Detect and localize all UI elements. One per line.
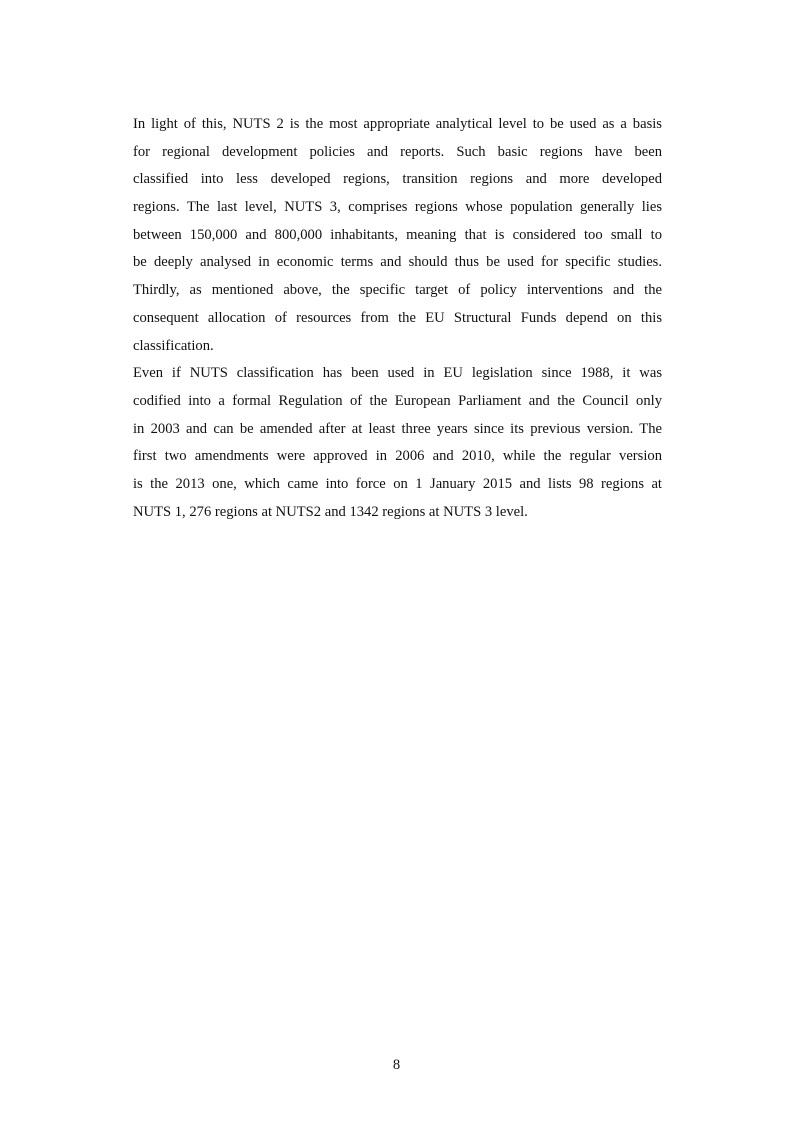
text-line: consequent allocation of resources from the EU Structural Funds depend on this: [133, 309, 662, 326]
text-line: between 150,000 and 800,000 inhabitants, meaning that is considered too small to: [133, 226, 662, 243]
text-line: Thirdly, as mentioned above, the specific target of policy interventions and the: [133, 282, 662, 299]
text-line: be deeply analysed in economic terms and should thus be used for specific studies.: [133, 254, 662, 271]
text-line: NUTS 1, 276 regions at NUTS2 and 1342 regions at NUTS 3 level.: [133, 503, 528, 520]
text-line: in 2003 and can be amended after at least three years since its previous version. The: [133, 420, 662, 437]
text-line: In light of this, NUTS 2 is the most appropriate analytical level to be used as a basis: [133, 116, 662, 132]
text-line: classification.: [133, 337, 214, 354]
text-line: codified into a formal Regulation of the European Parliament and the Council only: [133, 392, 662, 409]
text-line: for regional development policies and reports. Such basic regions have been: [133, 143, 662, 160]
paragraph-nuts-legislation: [133, 360, 662, 526]
text-line: is the 2013 one, which came into force on 1 January 2015 and lists 98 regions at: [133, 475, 662, 492]
paragraph-nuts-levels: [133, 111, 662, 360]
page-number: 8: [392, 1057, 401, 1073]
text-line: classified into less developed regions, transition regions and more developed: [133, 171, 662, 188]
body-text: [133, 111, 662, 526]
text-line: regions. The last level, NUTS 3, comprises regions whose population generally lies: [133, 199, 662, 216]
text-line: first two amendments were approved in 2006 and 2010, while the regular version: [133, 448, 662, 465]
text-line: Even if NUTS classification has been used in EU legislation since 1988, it was: [133, 365, 662, 382]
